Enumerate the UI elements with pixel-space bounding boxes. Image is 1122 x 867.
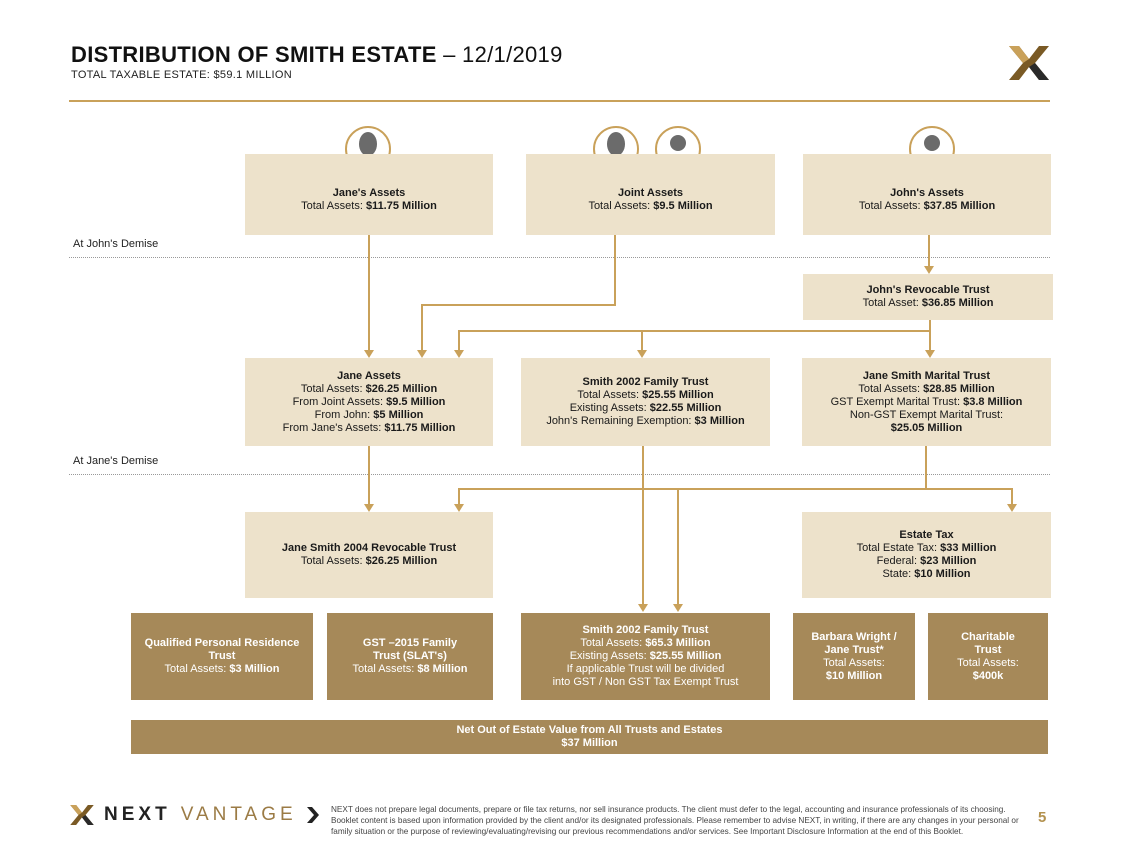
box-title: Smith 2002 Family Trust [582, 624, 709, 636]
connector-marital-to-estate-tax [926, 489, 1012, 506]
box-line: GST Exempt Marital Trust: $3.8 Million [830, 395, 1023, 408]
box-title: Jane Smith 2004 Revocable Trust [281, 542, 457, 554]
box-value: $400k [972, 669, 1004, 682]
box-line: into GST / Non GST Tax Exempt Trust [552, 676, 739, 688]
box-title: Jane Smith Marital Trust [862, 369, 991, 382]
connector-marital-to-2004 [459, 446, 926, 506]
estate-tax-box [802, 512, 1051, 598]
box-title: Trust [974, 643, 1002, 656]
box-line: From Joint Assets: $9.5 Million [292, 395, 446, 408]
box-line: Total Assets: $26.25 Million [300, 555, 438, 567]
box-title: Barbara Wright / [811, 630, 897, 643]
jane-smith-marital-trust-box [802, 358, 1051, 446]
box-line: If applicable Trust will be divided [566, 663, 725, 675]
box-line: From John: $5 Million [314, 408, 424, 421]
box-line: Total Assets: $26.25 Million [300, 382, 438, 395]
box-line: $25.05 Million [890, 421, 963, 434]
jane-smith-2004-revocable-trust-box [245, 512, 493, 598]
qprt-box [131, 613, 313, 700]
footer-disclaimer: NEXT does not prepare legal documents, prepare or file tax returns, nor sell insurance products. The client must defer to the legal, accounting and insurance professionals of its choosing. Booklet content is based upon information provided by the client and/or its designated professionals. Please remember to advise NEXT, in writing, if there are any changes in your personal or family situation or the purpose of reviewing/evaluating/revising our previous recommendations and/or services. See Important Disclosure Information at the end of this Booklet. [331, 805, 1019, 836]
box-title: Jane Trust* [824, 643, 884, 656]
box-title: Trust [208, 650, 236, 662]
gst-2015-family-trust-box [327, 613, 493, 700]
johns-assets-box [803, 154, 1051, 235]
box-line: Non-GST Exempt Marital Trust: [849, 408, 1004, 421]
box-line: Existing Assets: $22.55 Million [569, 402, 722, 414]
box-line: Total Assets: [957, 656, 1019, 669]
johns-revocable-trust-box [803, 274, 1053, 320]
arrowhead [364, 350, 374, 358]
box-title: GST –2015 Family [362, 637, 458, 649]
page-number: 5 [1038, 809, 1047, 826]
box-value: $10 Million [825, 669, 883, 682]
box-title: Qualified Personal Residence [144, 637, 300, 649]
connector-revocable-to-jane-assets [459, 320, 930, 352]
box-title: Smith 2002 Family Trust [582, 376, 709, 388]
janes-demise-label: At Jane's Demise [73, 455, 159, 467]
box-title: Charitable [961, 630, 1015, 643]
box-title: Estate Tax [899, 529, 954, 541]
box-line: Total Assets: [823, 656, 885, 669]
janes-assets-box [245, 154, 493, 235]
barbara-wright-jane-trust-box [793, 613, 915, 700]
title-date: – 12/1/2019 [436, 42, 563, 67]
box-line: Total Assets: $11.75 Million [301, 199, 437, 212]
box-line: State: $10 Million [882, 568, 971, 580]
box-title: Jane's Assets [332, 186, 406, 199]
johns-demise-label: At John's Demise [73, 238, 159, 250]
box-line: From Jane's Assets: $11.75 Million [282, 421, 456, 434]
title-text: DISTRIBUTION OF SMITH ESTATE [71, 42, 437, 67]
net-out-box [131, 720, 1048, 754]
brand-next: NEXT [104, 804, 171, 825]
box-line: Total Assets: $65.3 Million [580, 637, 711, 649]
box-line: Total Assets: $25.55 Million [577, 389, 714, 401]
box-value: $37 Million [561, 737, 618, 749]
smith-2002-family-trust-final-box [521, 613, 770, 700]
box-line: John's Remaining Exemption: $3 Million [546, 415, 745, 427]
page-subtitle: TOTAL TAXABLE ESTATE: $59.1 MILLION [71, 69, 293, 81]
smith-2002-family-trust-box [521, 358, 770, 446]
box-title: Net Out of Estate Value from All Trusts and Estates [456, 724, 723, 736]
next-logo-icon [70, 805, 94, 825]
connector-joint-to-jane-assets [422, 235, 615, 352]
box-title: Joint Assets [617, 186, 683, 199]
box-line: Existing Assets: $25.55 Million [569, 650, 722, 662]
jane-assets-box [245, 358, 493, 446]
box-title: John's Assets [890, 186, 964, 199]
box-line: Total Estate Tax: $33 Million [856, 542, 997, 554]
box-line: Total Assets: $3 Million [164, 663, 280, 675]
box-line: Total Assets: $37.85 Million [858, 199, 996, 212]
box-line: Total Asset: $36.85 Million [862, 297, 994, 309]
box-title: Jane Assets [337, 369, 401, 382]
charitable-trust-box [928, 613, 1048, 700]
box-title: John's Revocable Trust [866, 284, 990, 296]
box-line: Federal: $23 Million [876, 555, 977, 567]
box-line: Total Assets: $8 Million [352, 663, 468, 675]
box-line: Total Assets: $9.5 Million [588, 199, 713, 212]
box-title: Trust (SLAT's) [373, 650, 447, 662]
chevron-right-icon [307, 807, 319, 823]
box-line: Total Assets: $28.85 Million [858, 382, 995, 395]
joint-assets-box [526, 154, 775, 235]
footer-brand [70, 804, 319, 826]
brand-vantage: VANTAGE [180, 804, 297, 825]
